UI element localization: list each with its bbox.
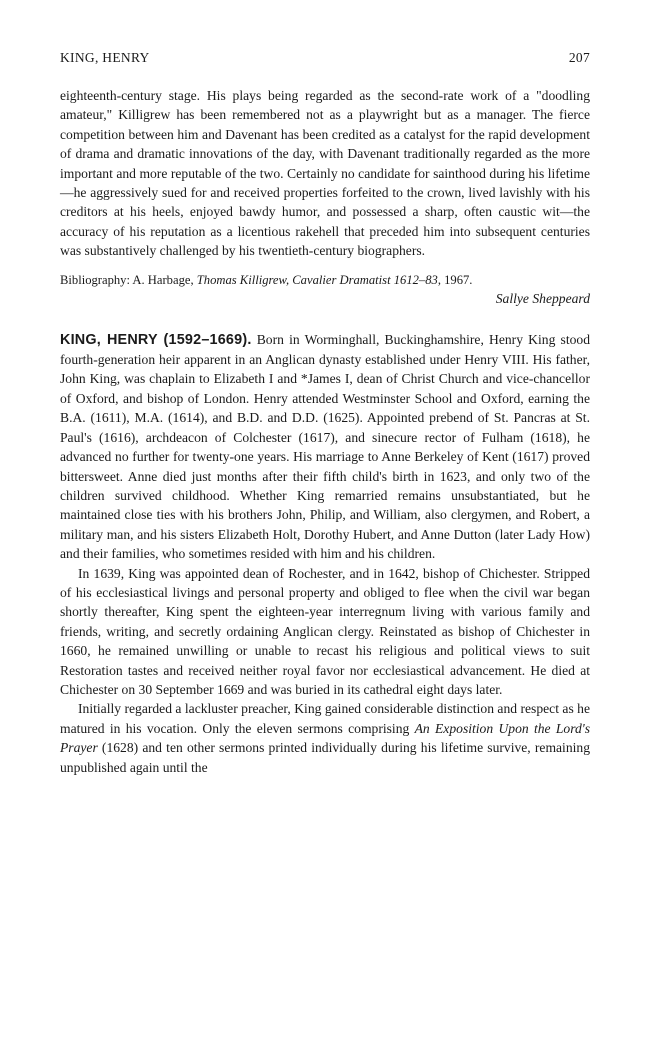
page-number: 207	[568, 50, 590, 65]
bibliography-prefix: Bibliography: A. Harbage,	[60, 272, 197, 287]
entry-paragraph-3-end: (1628) and ten other sermons printed individually during his lifetime survive, remaining unpublished again until the	[60, 740, 590, 775]
entry-headword: KING, HENRY (1592–1669).	[60, 331, 252, 348]
entry-paragraph-2: In 1639, King was appointed dean of Rochester, and in 1642, bishop of Chichester. Stripped of his ecclesiastical livings and personal property and obliged to flee when the civil war began shortly thereafter, King spent the eighteen-year interregnum living with various family and friends, writing, and secretly ordaining Anglican clergy. Reinstated as bishop of Chichester in 1660, he remained unwilling or unable to recast his religious and political views to suit Restoration tastes and received neither royal favor nor ecclesiastical advancement. He died at Chichester on 30 September 1669 and was buried in its cathedral eight days later.	[60, 565, 590, 697]
entry-paragraph-1	[60, 330, 590, 564]
running-head	[60, 50, 590, 66]
bibliography	[60, 271, 590, 289]
king-henry-entry	[60, 330, 590, 777]
bibliography-suffix: , 1967.	[437, 272, 473, 287]
entry-author: Sallye Sheppeard	[495, 290, 590, 306]
entry-paragraph-1-text: Born in Worminghall, Buckinghamshire, Henry King stood fourth-generation heir apparent in an Anglican dynasty established under Henry VIII. His father, John King, was chaplain to Elizabeth I and *James I, dean of Christ Church and vice-chancellor of Oxford, and bishop of London. Henry attended Westminster School and Oxford, earning the B.A. (1611), M.A. (1614), and B.D. and D.D. (1625). Appointed prebend of St. Pancras at St. Paul's (1616), archdeacon of Colchester (1617), and sinecure rector of Fulham (1618), he advanced no further for twenty-one years. His marriage to Anne Berkeley of Kent (1617) proved bittersweet. Anne died just months after their fifth child's birth in 1623, and only two of the children survived childhood. Whether King remarried remains unsubstantiated, but he maintained close ties with his brothers John, Philip, and William, also clergymen, and Robert, a military man, and his sisters Elizabeth Holt, Dorothy Hubert, and Anne Dutton (later Lady How) and their families, who sometimes resided with him and his children.	[60, 331, 591, 562]
book-page	[60, 50, 590, 777]
bibliography-title: Thomas Killigrew, Cavalier Dramatist 1612–83	[196, 272, 438, 287]
entry-paragraph-3-start: Initially regarded a lackluster preacher, King gained considerable distinction and respect as he matured in his vocation. Only the eleven sermons comprising	[60, 701, 590, 736]
previous-entry-text: eighteenth-century stage. His plays being regarded as the second-rate work of a "doodling amateur," Killigrew has been remembered not as a playwright but as a manager. The fierce competition between him and Davenant has been credited as a catalyst for the rapid development of drama and dramatic innovations of the day, with Davenant traditionally regarded as the more important and more reputable of the two. Certainly no candidate for sainthood during his lifetime—he aggressively sued for and received properties forfeited to the crown, lived lavishly with his creditors at his heels, enjoyed bawdy humor, and possessed a sharp, often caustic wit—the accuracy of his reputation as a licentious rakehell that preceded him into subsequent centuries was substantively challenged by his twentieth-century biographers.	[60, 88, 590, 259]
running-head-title: KING, HENRY	[60, 50, 150, 65]
sermon-title: An Exposition Upon the Lord's Prayer	[60, 720, 590, 756]
entry-paragraph-3	[60, 699, 590, 777]
